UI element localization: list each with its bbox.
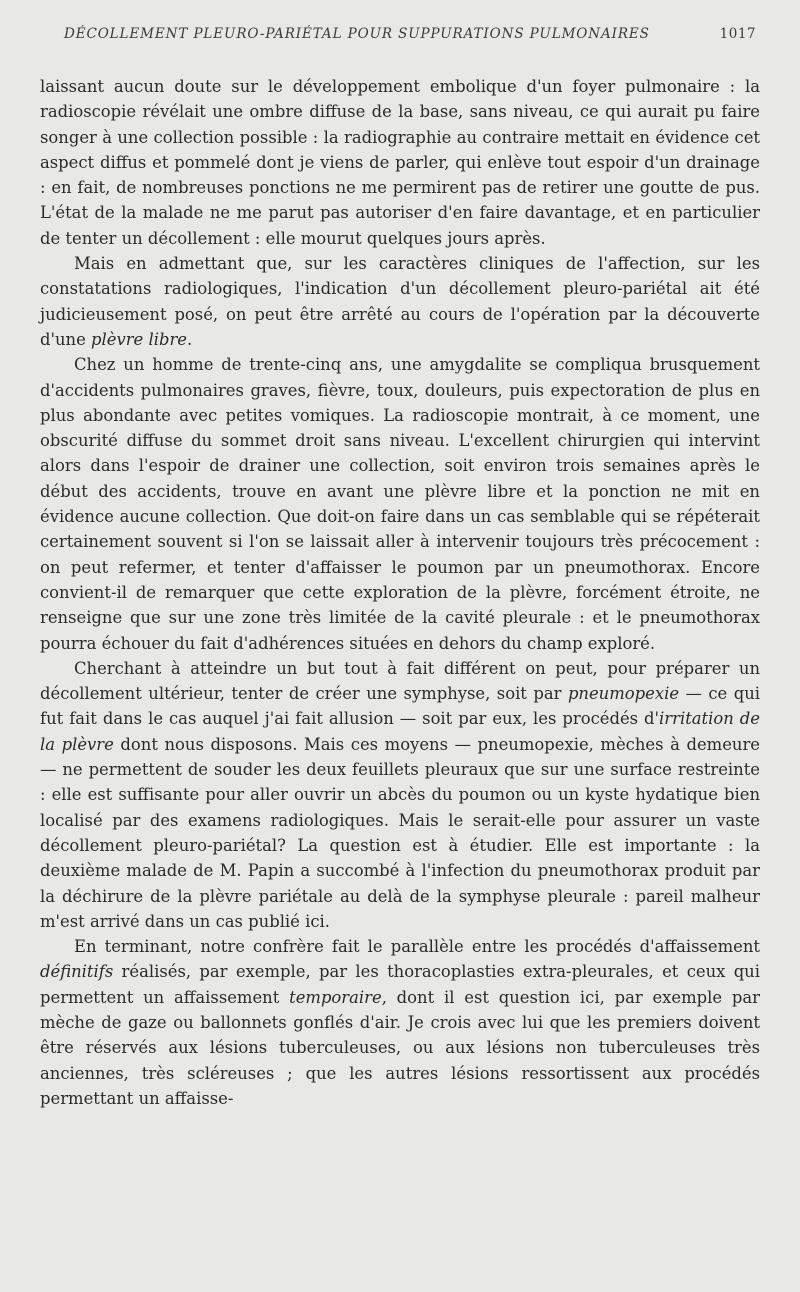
italic-text: pneumopexie bbox=[567, 684, 680, 704]
text-segment: dont nous disposons. Mais ces moyens — pneumopexie, mèches à demeure — ne permettent de souder les deux feuillets pleuraux que sur une surface restreinte : elle est suffisante pour aller ouvrir un abcès du poumon ou un kyste hydatique bien localisé par des examens radiologiques. Mais le serait-elle pour assurer un vaste décollement pleuro-pariétal? La question est à étudier. Elle est importante : la deuxième malade de M. Papin a succombé à l'infection du pneumothorax produit par la déchirure de la plèvre pariétale au delà de la symphyse pleurale : pareil malheur m'est arrivé dans un cas publié ici. bbox=[40, 734, 760, 931]
text-segment: Chez un homme de trente-cinq ans, une amygdalite se compliqua brusquement d'accidents pulmonaires graves, fièvre, toux, douleurs, puis expectoration de plus en plus abondante avec petites vomiques. La radioscopie montrait, à ce moment, une obscurité diffuse du sommet droit sans niveau. L'excellent chirurgien qui intervint alors dans l'espoir de drainer une collection, soit environ trois semaines après le début des accidents, trouve en avant une plèvre libre et la ponction ne mit en évidence aucune collection. Que doit-on faire dans un cas semblable qui se répéterait certainement souvent si l'on se laissait aller à intervenir toujours très précocement : on peut refermer, et tenter d'affaisser le poumon par un pneumothorax. Encore convient-il de remarquer que cette exploration de la plèvre, forcément étroite, ne renseigne que sur une zone très limitée de la cavité pleurale : et le pneumothorax pourra échouer du fait d'adhérences situées en dehors du champ exploré. bbox=[40, 355, 760, 653]
italic-text: irritation de la plèvre bbox=[40, 709, 760, 754]
paragraph bbox=[40, 251, 760, 352]
italic-text: définitifs bbox=[40, 962, 114, 982]
text-segment: laissant aucun doute sur le développement embolique d'un foyer pulmonaire : la radioscopie révélait une ombre diffuse de la base, sans niveau, ce qui aurait pu faire songer à une collection possible : la radiographie au contraire mettait en évidence cet aspect diffus et pommelé dont je viens de parler, qui enlève tout espoir d'un drainage : en fait, de nombreuses ponctions ne me permirent pas de retirer une goutte de pus. L'état de la malade ne me parut pas autoriser d'en faire davantage, et en particulier de tenter un décollement : elle mourut quelques jours après. bbox=[40, 77, 760, 248]
italic-text: plèvre libre bbox=[91, 329, 187, 349]
text-segment: , dont il est question ici, par exemple par mèche de gaze ou ballonnets gonflés d'air. Je crois avec lui que les premiers doivent être réservés aux lésions tuberculeuses, ou aux lésions non tuberculeuses très anciennes, très scléreuses ; que les autres lésions ressortissent aux procédés permettant un affaisse- bbox=[40, 987, 760, 1108]
text-segment: Mais en admettant que, sur les caractères cliniques de l'affection, sur les constatations radiologiques, l'indication d'un décollement pleuro-pariétal ait été judicieusement posé, on peut être arrêté au cours de l'opération par la découverte d'une bbox=[40, 254, 760, 349]
paragraph bbox=[40, 74, 760, 251]
paragraph bbox=[40, 352, 760, 656]
running-title: DÉCOLLEMENT PLEURO-PARIÉTAL POUR SUPPURATIONS PULMONAIRES bbox=[64, 26, 650, 42]
paragraph bbox=[40, 656, 760, 934]
page-number: 1017 bbox=[719, 26, 756, 42]
text-segment: — ce qui fut fait dans le cas auquel j'ai fait allusion — soit par eux, les procédés d' bbox=[40, 684, 760, 729]
italic-text: temporaire bbox=[289, 987, 382, 1007]
text-segment: réalisés, par exemple, par les thoracoplasties extra-pleurales, et ceux qui permettent un affaissement bbox=[40, 962, 760, 1007]
paragraph bbox=[40, 934, 760, 1111]
text-segment: . bbox=[186, 329, 193, 349]
text-segment: Cherchant à atteindre un but tout à fait différent on peut, pour préparer un décollement ultérieur, tenter de créer une symphyse, soit par bbox=[40, 658, 760, 704]
running-header bbox=[38, 26, 762, 48]
body-text bbox=[38, 74, 762, 1111]
text-segment: En terminant, notre confrère fait le parallèle entre les procédés d'affaissement bbox=[74, 937, 760, 957]
